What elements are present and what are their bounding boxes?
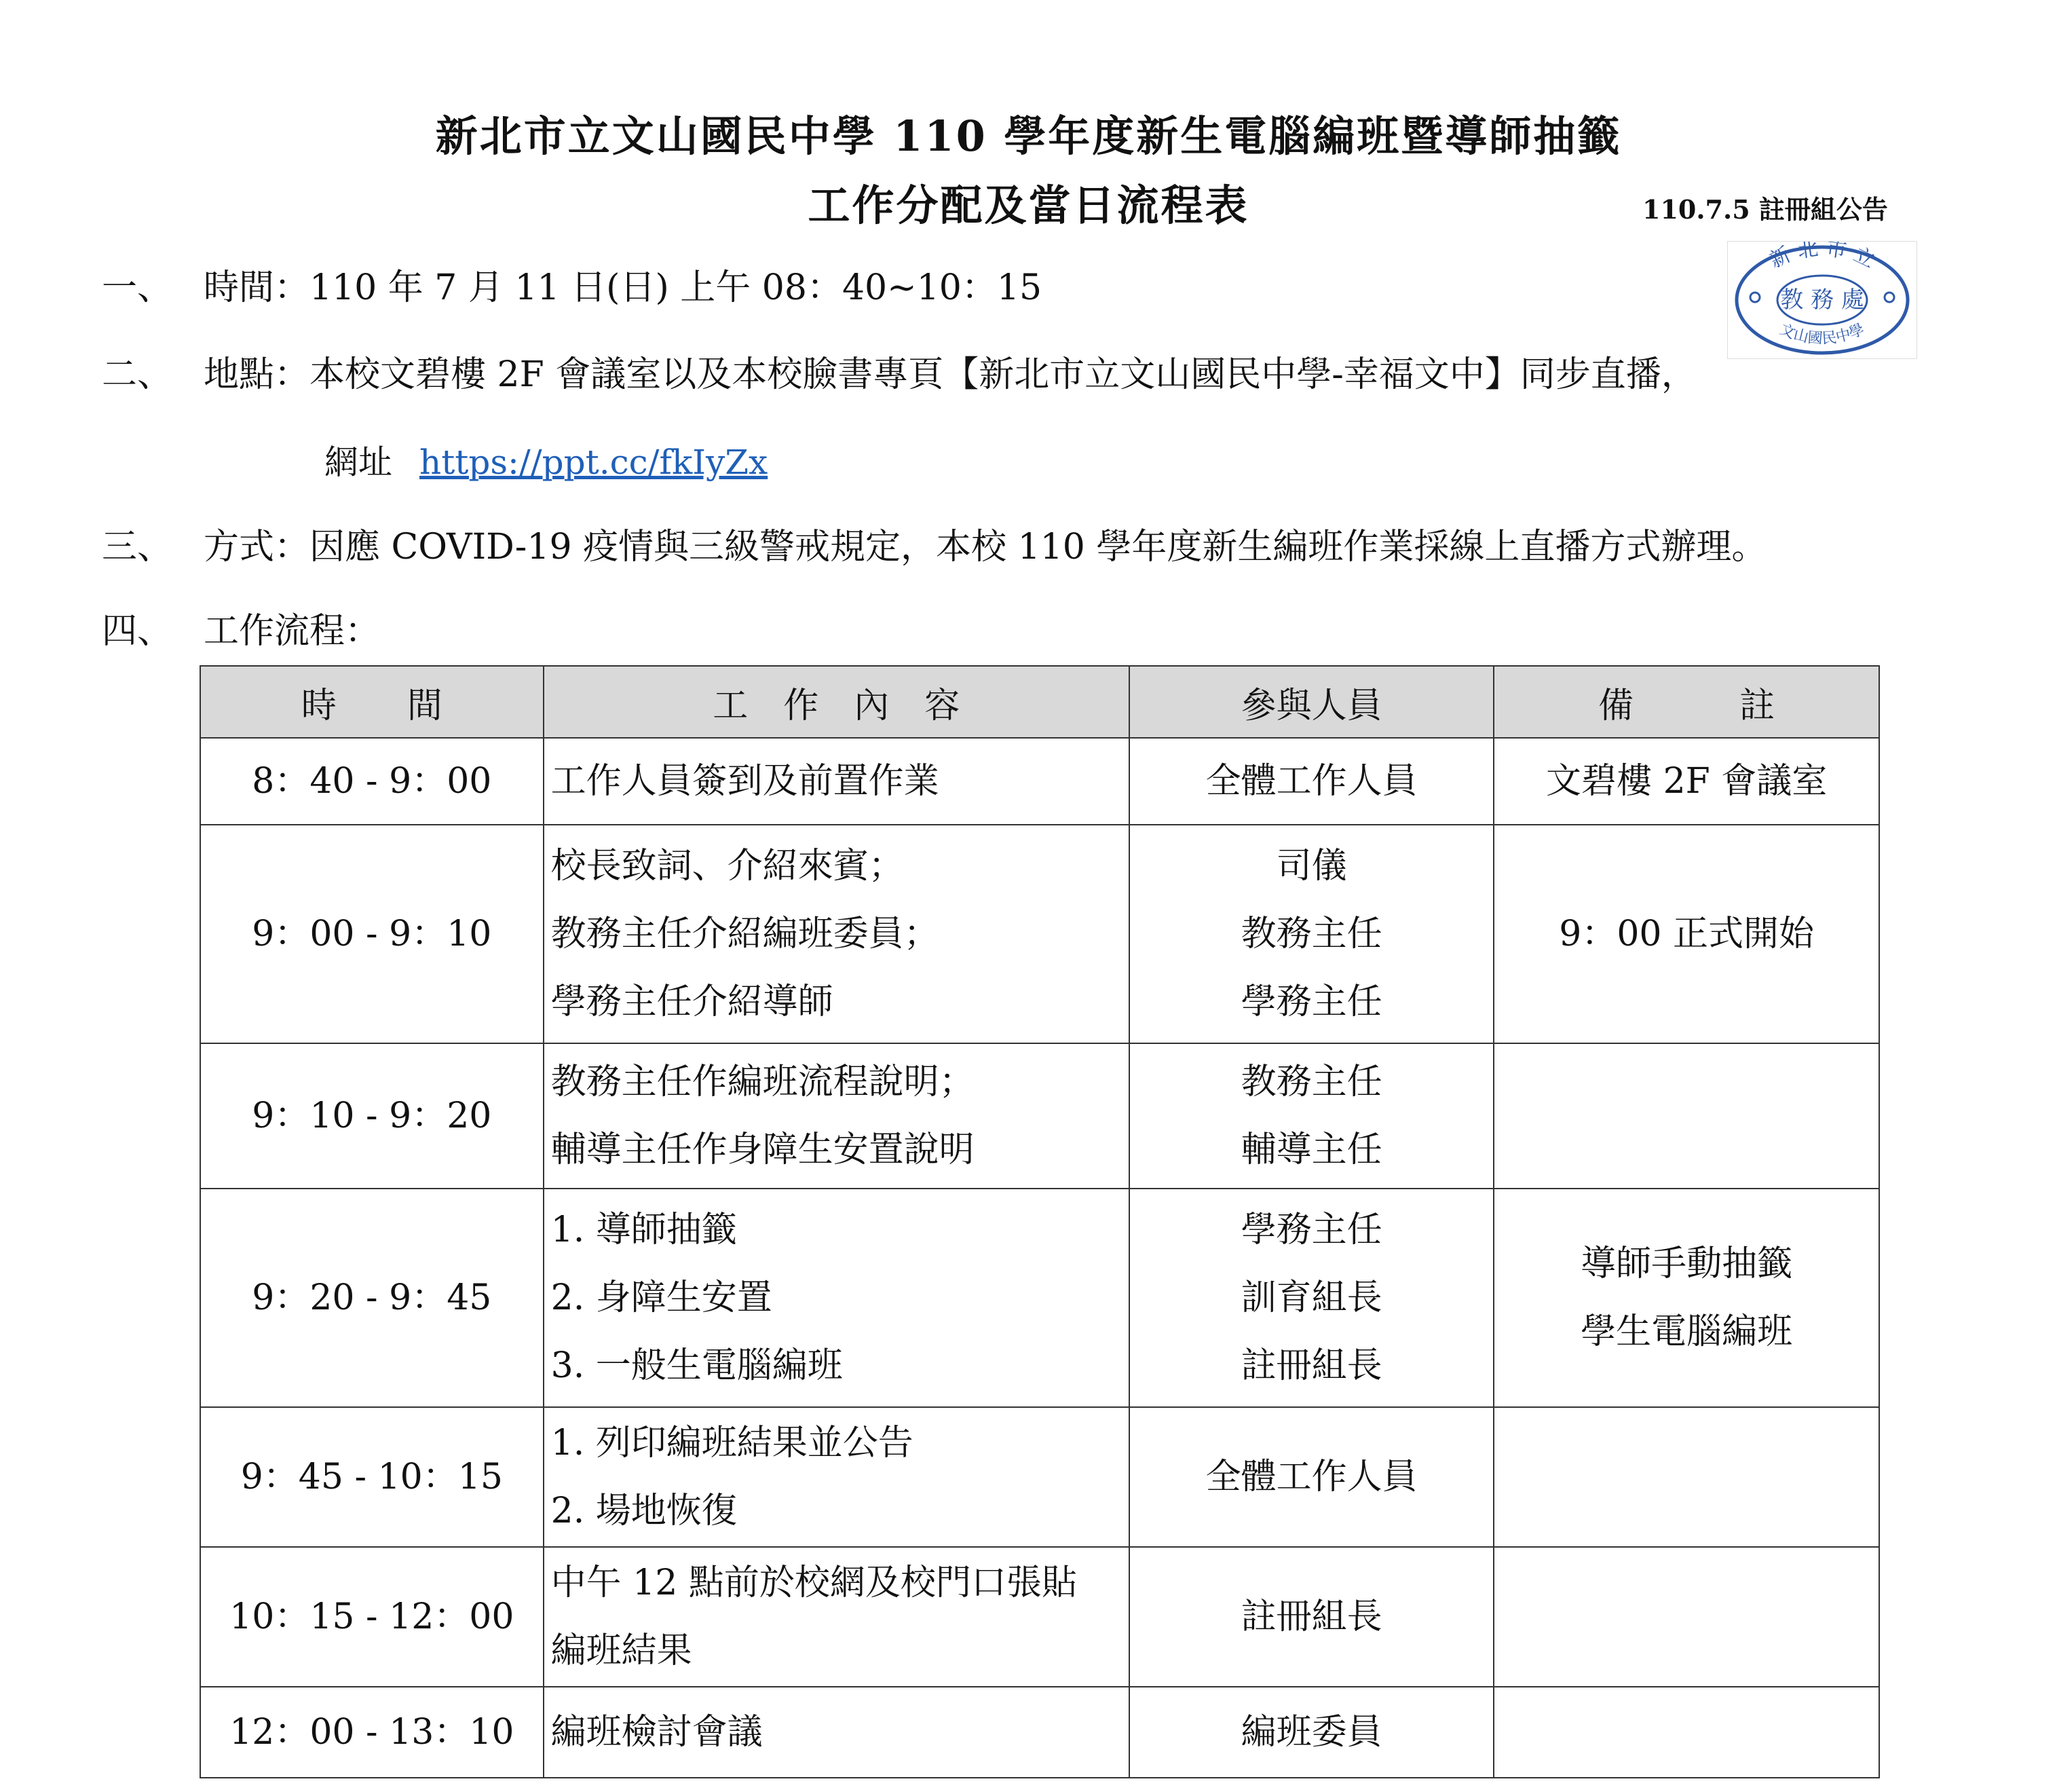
section-number: 一、 xyxy=(102,267,173,308)
office-seal xyxy=(1727,241,1917,359)
note-line: 文碧樓 2F 會議室 xyxy=(1546,761,1828,802)
person-line: 訓育組長 xyxy=(1241,1277,1382,1318)
time-cell: 8：40 - 9：00 xyxy=(200,738,544,825)
people-cell xyxy=(1129,1547,1494,1687)
task-line: 編班檢討會議 xyxy=(550,1712,763,1753)
person-line: 全體工作人員 xyxy=(1205,1457,1418,1497)
task-line: 教務主任作編班流程說明； xyxy=(550,1062,975,1102)
person-line: 教務主任 xyxy=(1241,914,1382,954)
time-cell: 12：00 - 13：10 xyxy=(200,1687,544,1778)
table-row xyxy=(200,1189,1879,1407)
notes-cell xyxy=(1494,1547,1879,1687)
notes-cell xyxy=(1494,825,1879,1043)
notes-cell xyxy=(1494,1407,1879,1547)
task-line: 教務主任介紹編班委員； xyxy=(550,914,939,954)
section-time xyxy=(102,267,1042,308)
column-header-people: 參與人員 xyxy=(1129,666,1494,738)
svg-text:新 北 市 立 xyxy=(1766,242,1879,273)
person-line: 輔導主任 xyxy=(1241,1130,1382,1170)
section-text: 工作流程： xyxy=(204,611,381,652)
website-label: 網址 xyxy=(324,443,392,482)
document-title: 新北市立文山國民中學 110 學年度新生電腦編班暨導師抽籤 xyxy=(435,111,1622,161)
person-line: 全體工作人員 xyxy=(1205,761,1418,802)
section-workflow xyxy=(102,611,381,652)
section-text: 方式：因應 COVID-19 疫情與三級警戒規定，本校 110 學年度新生編班作業採線上直播方式辦理。 xyxy=(204,527,1767,567)
note-line: 導師手動抽籤 xyxy=(1581,1244,1793,1284)
website-line xyxy=(324,443,768,482)
people-cell xyxy=(1129,1189,1494,1407)
announcement-date: 110.7.5 註冊組公告 xyxy=(1642,194,1888,225)
people-cell xyxy=(1129,1687,1494,1778)
person-line: 學務主任 xyxy=(1241,1210,1382,1250)
task-line: 2. 身障生安置 xyxy=(550,1277,772,1318)
time-cell: 9：00 - 9：10 xyxy=(200,825,544,1043)
people-cell xyxy=(1129,1407,1494,1547)
section-method xyxy=(102,529,1767,565)
task-cell xyxy=(544,1687,1129,1778)
notes-cell xyxy=(1494,1043,1879,1189)
task-line: 1. 列印編班結果並公告 xyxy=(550,1423,913,1463)
people-cell xyxy=(1129,738,1494,825)
column-header-time: 時 間 xyxy=(200,666,544,738)
section-number: 二、 xyxy=(102,354,173,395)
note-line: 學生電腦編班 xyxy=(1581,1311,1793,1352)
task-line: 輔導主任作身障生安置說明 xyxy=(550,1130,975,1170)
task-line: 編班結果 xyxy=(550,1630,692,1671)
people-cell xyxy=(1129,1043,1494,1189)
table-row xyxy=(200,1407,1879,1547)
people-cell xyxy=(1129,825,1494,1043)
time-cell: 9：20 - 9：45 xyxy=(200,1189,544,1407)
time-cell: 10：15 - 12：00 xyxy=(200,1547,544,1687)
table-row xyxy=(200,738,1879,825)
person-line: 編班委員 xyxy=(1241,1712,1382,1753)
task-line: 學務主任介紹導師 xyxy=(550,982,833,1022)
task-cell xyxy=(544,1547,1129,1687)
person-line: 司儀 xyxy=(1276,846,1347,886)
notes-cell xyxy=(1494,1687,1879,1778)
task-cell xyxy=(544,738,1129,825)
seal-top-text: 新 北 市 立 xyxy=(1766,242,1879,274)
column-header-notes: 備 註 xyxy=(1494,666,1879,738)
notes-cell xyxy=(1494,738,1879,825)
section-number: 三、 xyxy=(102,527,173,567)
section-location xyxy=(102,354,1697,395)
person-line: 註冊組長 xyxy=(1241,1597,1382,1637)
task-cell xyxy=(544,1043,1129,1189)
seal-bottom-text: 文山國民中學 xyxy=(1777,320,1868,348)
table-row xyxy=(200,1547,1879,1687)
workflow-table xyxy=(200,665,1880,1778)
workflow-table-body xyxy=(200,738,1879,1778)
table-row xyxy=(200,825,1879,1043)
task-cell xyxy=(544,825,1129,1043)
notes-cell xyxy=(1494,1189,1879,1407)
column-header-task: 工 作 內 容 xyxy=(544,666,1129,738)
seal-stamp-icon xyxy=(1728,242,1917,358)
document-subtitle: 工作分配及當日流程表 xyxy=(808,181,1249,230)
table-row xyxy=(200,1043,1879,1189)
table-row xyxy=(200,1687,1879,1778)
task-cell xyxy=(544,1189,1129,1407)
section-text: 地點：本校文碧樓 2F 會議室以及本校臉書專頁【新北市立文山國民中學-幸福文中】同步直播， xyxy=(204,354,1697,395)
section-text: 時間：110 年 7 月 11 日(日) 上午 08：40~10：15 xyxy=(204,267,1042,308)
task-line: 中午 12 點前於校網及校門口張貼 xyxy=(550,1563,1077,1603)
task-line: 1. 導師抽籤 xyxy=(550,1210,737,1250)
task-line: 3. 一般生電腦編班 xyxy=(550,1345,843,1386)
section-number: 四、 xyxy=(102,611,173,652)
task-line: 校長致詞、介紹來賓； xyxy=(550,846,904,886)
person-line: 學務主任 xyxy=(1241,982,1382,1022)
person-line: 教務主任 xyxy=(1241,1062,1382,1102)
task-cell xyxy=(544,1407,1129,1547)
table-header-row xyxy=(200,666,1879,738)
note-line: 9：00 正式開始 xyxy=(1559,914,1815,954)
time-cell: 9：45 - 10：15 xyxy=(200,1407,544,1547)
seal-center-text: 教 務 處 xyxy=(1780,286,1864,314)
person-line: 註冊組長 xyxy=(1241,1345,1382,1386)
time-cell: 9：10 - 9：20 xyxy=(200,1043,544,1189)
task-line: 工作人員簽到及前置作業 xyxy=(550,761,939,802)
website-link[interactable]: https://ppt.cc/fkIyZx xyxy=(419,443,768,482)
task-line: 2. 場地恢復 xyxy=(550,1491,737,1531)
